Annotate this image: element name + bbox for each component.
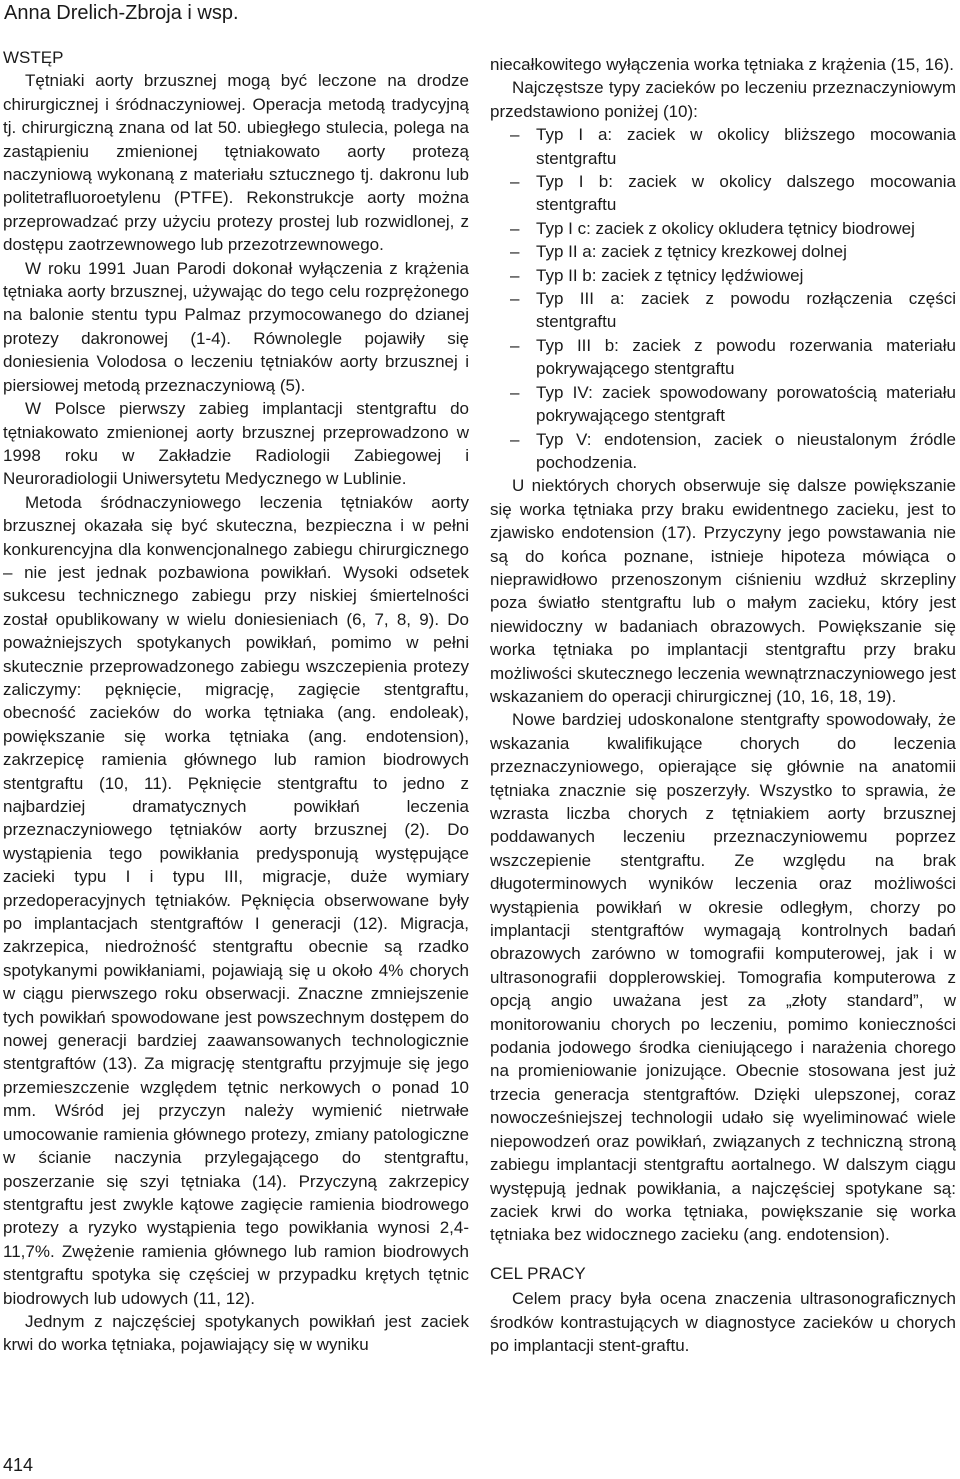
list-intro: Najczęstsze typy zacieków po leczeniu przeznaczyniowym przedstawiono poniżej (10):: [490, 78, 956, 121]
paragraph: Jednym z najczęściej spotykanych powikłań jest zaciek krwi do worka tętniaka, pojawiający się w wyniku: [3, 1311, 469, 1355]
paragraph: Nowe bardziej udoskonalone stentgrafty spowodowały, że wskazania kwalifikujące chorych do leczenia przeznaczyniowego, opierające się głównie na anatomii tętniaka znacznie się poszerzyły. Wszystko to sprawia, że wzrasta liczba chorych z tętniakiem aorty brzusznej poddawanych leczeniu przeznaczyniowemu poprzez wszczepienie stentgraftu. Ze względu na brak długoterminowych wyników leczenia oraz możliwości wystąpienia powikłań w okresie odległym, chorzy po implantacji stentgraftów wymagają kontrolnych badań obrazowych zarówno w tomografii komputerowej, jak i w ultrasonografii dopplerowskiej. Tomografia komputerowa z opcją angio uważana jest za „złoty standard”, w monitorowaniu chorych po leczeniu, pomimo konieczności podania jodowego środka cieniującego i narażenia chorego na promieniowanie jonizujące. Obecnie stosowana jest już trzecia generacja stentgraftów. Dzięki ulepszonej, coraz nowocześniejszej technologii udało się wyeliminować wiele niepowodzeń oraz powikłań, związanych z techniczną stroną zabiegu implantacji stentgraftu aortalnego. W dalszym ciągu występują jednak powikłania, a najczęściej spotykane są: zaciek krwi do worka tętniaka, powiększanie się worka tętniaka bez widocznego zacieku (ang. endotension).: [490, 710, 956, 1245]
list-item-text: Typ I b: zaciek w okolicy dalszego mocowania stentgraftu: [536, 172, 956, 215]
list-item: [490, 217, 956, 240]
list-dash: –: [510, 289, 520, 309]
paragraph: Metoda śródnaczyniowego leczenia tętniaków aorty brzusznej okazała się być skuteczna, bezpieczna i w pełni konkurencyjna dla konwencjonalnego zabiegu chirurgicznego – nie jest jednak pozbawiona powikłań. Wysoki odsetek sukcesu technicznego zabiegu przy niskiej śmiertelności został opublikowany w wielu doniesieniach (6, 7, 8, 9). Do poważniejszych spotykanych powikłań, pomimo w pełni skutecznie przeprowadzonego zabiegu wszczepienia protezy zaliczymy: pęknięcie, migrację, zagięcie stentgraftu, obecność zacieków do worka tętniaka (ang. endoleak), powiększanie się worka tętniaka (ang. endotension), zakrzepicę ramienia głównego lub ramion biodrowych stentgraftu (10, 11). Pęknięcie stentgraftu to jedno z najbardziej dramatycznych powikłań leczenia przeznaczyniowego tętniaków aorty brzusznej (2). Do wystąpienia tego powikłania predysponują występujące zacieki typu I i typu III, migracje, duże wymiary przedoperacyjnych tętniaków. Pęknięcia obserwowane były po implantacjach stentgraftów I generacji (12). Migracja, zakrzepica, niedrożność stentgraftu obecnie są rzadko spotykanymi powikłaniami, pojawiają się u około 4% chorych w ciągu pierwszego roku obserwacji. Znaczne zmniejszenie tych powikłań spowodowane jest powszechnym dostępem do nowej generacji bardziej zaawansowanych technologicznie stentgraftów (13). Za migrację stentgraftu przyjmuje się jego przemieszczenie względem tętnic nerkowych o ponad 10 mm. Wśród jej przyczyn należy wymienić nietrwałe umocowanie ramienia głównego protezy, zmiany patologiczne w ścianie naczynia przylegającego do stentgraftu, poszerzanie się szyi tętniaka (14). Przyczyną zakrzepicy stentgraftu jest zwykle kątowe zagięcie ramienia biodrowego protezy a ryzyko wystąpienia tego powikłania wynosi 2,4-11,7%. Zwężenie ramienia głównego lub ramion biodrowych stentgraftu spotyka się częściej w przypadku krętych tętnic biodrowych lub udowych (11, 12).: [3, 492, 469, 1308]
list-item: [490, 381, 956, 428]
paragraph: W Polsce pierwszy zabieg implantacji stentgraftu do tętniakowato zmienionej aorty brzusznej przeprowadzono w 1998 roku w Zakładzie Radiologii Zabiegowej i Neuroradiologii Uniwersytetu Medycznego w Lublinie.: [3, 399, 469, 489]
list-item: [490, 334, 956, 381]
section-heading-aim: CEL PRACY: [490, 1263, 586, 1283]
running-header: Anna Drelich-Zbroja i wsp.: [4, 2, 239, 24]
list-dash: –: [510, 218, 520, 238]
list-item-text: Typ II b: zaciek z tętnicy lędźwiowej: [536, 265, 804, 285]
list-item-text: Typ I c: zaciek z okolicy okludera tętnicy biodrowej: [536, 218, 915, 238]
list-item: [490, 287, 956, 334]
page-number: 414: [3, 1455, 34, 1475]
endoleak-types-list: [490, 123, 956, 474]
list-dash: –: [510, 265, 520, 285]
paragraph: Tętniaki aorty brzusznej mogą być leczone na drodze chirurgicznej i śródnaczyniowej. Operacja metodą tradycyjną tj. chirurgiczną znana od lat 50. ubiegłego stulecia, polega na zastąpieniu zmienionej tętniakowato aorty protezą naczyniową wykonaną z materiału sztucznego tj. dakronu lub politetrafluoroetylenu (PTFE). Rekonstrukcje aorty można przeprowadzać przy użyciu protezy prostej lub rozwidlonej, z dostępu zaotrzewnowego lub przezotrzewnowego.: [3, 71, 469, 255]
list-dash: –: [510, 429, 520, 449]
list-dash: –: [510, 172, 520, 192]
list-item-text: Typ I a: zaciek w okolicy bliższego mocowania stentgraftu: [536, 125, 956, 168]
list-dash: –: [510, 382, 520, 402]
section-heading-intro: WSTĘP: [3, 48, 64, 67]
right-column: [490, 53, 956, 1357]
list-item: [490, 264, 956, 287]
list-item: [490, 240, 956, 263]
list-dash: –: [510, 335, 520, 355]
left-column: [3, 46, 469, 1357]
paragraph: W roku 1991 Juan Parodi dokonał wyłączenia z krążenia tętniaka aorty brzusznej, używając do tego celu rozprężonego na balonie stentu typu Palmaz przymocowanego do dzianej protezy dakronowej (1-4). Równolegle pojawiły się doniesienia Volodosa o leczeniu tętniaków aorty brzusznej i piersiowej metodą przeznaczyniową (5).: [3, 258, 469, 395]
list-item-text: Typ III b: zaciek z powodu rozerwania materiału pokrywającego stentgraftu: [536, 335, 956, 379]
paragraph-continuation: niecałkowitego wyłączenia worka tętniaka z krążenia (15, 16).: [490, 55, 954, 74]
list-item-text: Typ IV: zaciek spowodowany porowatością materiału pokrywającego stentgraft: [536, 382, 956, 426]
list-item-text: Typ V: endotension, zaciek o nieustalonym źródle pochodzenia.: [536, 429, 956, 472]
list-item: [490, 123, 956, 170]
list-dash: –: [510, 125, 520, 145]
list-item-text: Typ III a: zaciek z powodu rozłączenia części stentgraftu: [536, 289, 956, 332]
paragraph-aim: Celem pracy była ocena znaczenia ultrasonograficznych środków kontrastujących w diagnostyce zacieków u chorych po implantacji stent-graftu.: [490, 1289, 956, 1355]
list-item-text: Typ II a: zaciek z tętnicy krezkowej dolnej: [536, 242, 847, 262]
list-dash: –: [510, 242, 520, 262]
list-item: [490, 428, 956, 475]
list-item: [490, 170, 956, 217]
paragraph: U niektórych chorych obserwuje się dalsze powiększanie się worka tętniaka przy braku ewidentnego zacieku, jest to zjawisko endotension (17). Przyczyny jego powstawania nie są do końca poznane, istnieje hipoteza mówiąca o nieprawidłowo przenoszonym ciśnieniu wzdłuż skrzepliny poza światło stentgraftu lub o małym zacieku, który jest niewidoczny w badaniach obrazowych. Powiększanie się worka tętniaka po implantacji stentgraftu przy braku możliwości skutecznego leczenia wewnątrznaczyniowego jest wskazaniem do operacji chirurgicznej (10, 16, 18, 19).: [490, 476, 956, 706]
